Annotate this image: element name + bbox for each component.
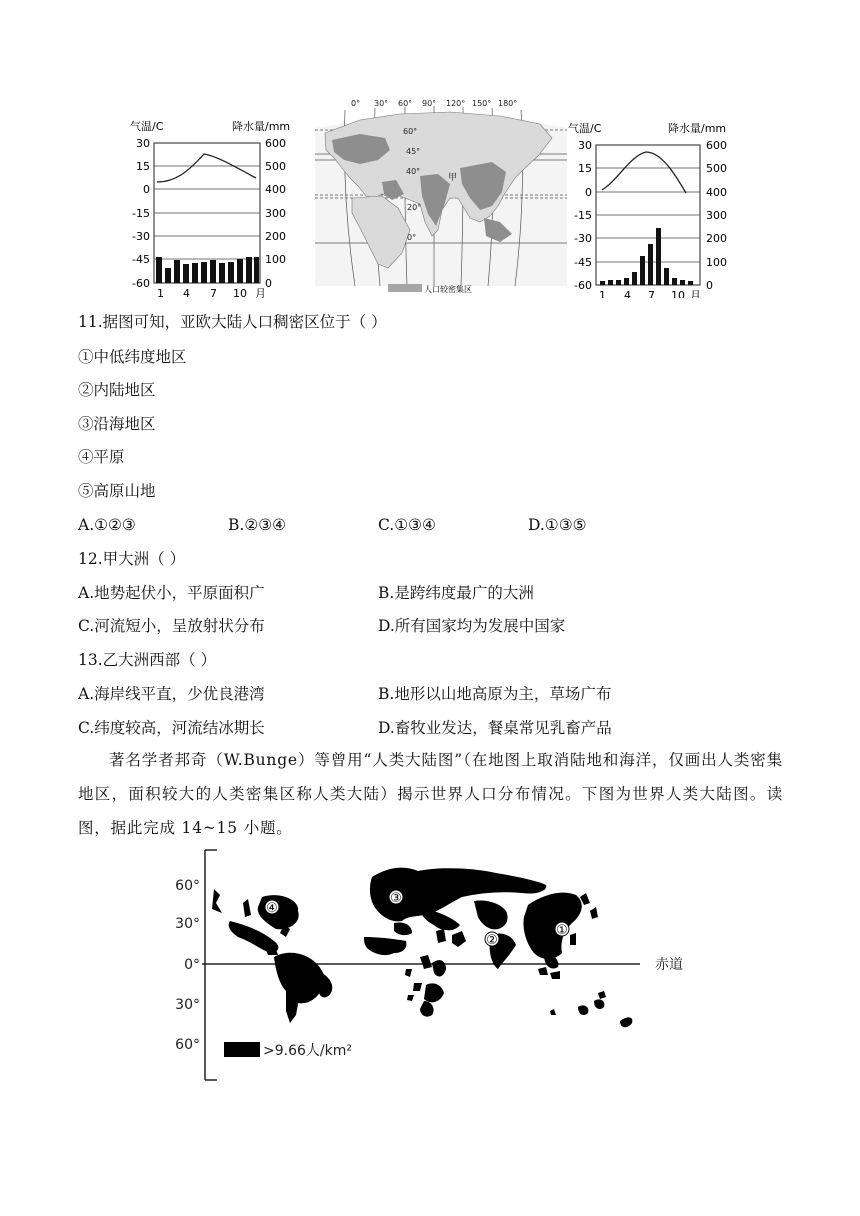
left-precip-tick: 300 (265, 207, 286, 220)
right-precip-tick: 500 (706, 162, 727, 175)
map-lon-tick: 120° (446, 99, 466, 108)
q13-option-a[interactable]: A.海岸线平直，少优良港湾 (78, 685, 265, 703)
right-precip-tick: 200 (706, 232, 727, 245)
right-precip-tick: 300 (706, 209, 727, 222)
marker-1: ① (556, 923, 568, 938)
right-temp-tick: 0 (585, 186, 592, 199)
left-precip-tick: 100 (265, 253, 286, 266)
right-temp-tick: 30 (578, 139, 592, 152)
lat-tick: 60° (175, 878, 200, 894)
q13-option-b[interactable]: B.地形以山地高原为主，草场广布 (378, 685, 612, 703)
right-month-tick: 1 (599, 289, 606, 298)
map-lon-tick: 90° (422, 99, 437, 108)
map-lon-tick: 150° (472, 99, 492, 108)
left-temp-tick: 15 (136, 160, 150, 173)
left-temp-tick: -60 (132, 277, 150, 290)
map-legend-label: 人口较密集区 (424, 285, 472, 294)
right-month-tick: 10 (671, 289, 685, 298)
lat-tick: 60° (175, 1037, 200, 1053)
right-climate-chart (568, 121, 727, 298)
map-lon-tick: 30° (374, 99, 389, 108)
right-temp-tick: -15 (574, 209, 592, 222)
left-precip-tick: 200 (265, 230, 286, 243)
left-temp-tick: 0 (143, 183, 150, 196)
left-month-tick: 10 (233, 287, 247, 298)
q11-option-a[interactable]: A.①②③ (78, 516, 136, 534)
q11-option-b[interactable]: B.②③④ (228, 516, 287, 534)
q11-item: ②内陆地区 (78, 381, 156, 399)
left-precip-tick: 400 (265, 183, 286, 196)
eurasia-population-map (315, 99, 567, 294)
right-temp-tick: 15 (578, 162, 592, 175)
map-lat-label: 60° (403, 127, 418, 136)
left-precip-axis-label: 降水量/mm (232, 120, 291, 133)
left-precip-tick: 600 (265, 137, 286, 150)
right-month-tick: 7 (648, 289, 655, 298)
q11-option-d[interactable]: D.①③⑤ (528, 516, 587, 534)
q13-option-d[interactable]: D.畜牧业发达，餐桌常见乳畜产品 (378, 719, 612, 737)
q11-item: ③沿海地区 (78, 415, 156, 433)
q13-option-c[interactable]: C.纬度较高，河流结冰期长 (78, 719, 265, 737)
map-lat-label: 20° (407, 203, 422, 212)
left-precip-tick: 0 (265, 277, 272, 290)
left-month-tick: 1 (157, 287, 164, 298)
q11-option-c[interactable]: C.①③④ (378, 516, 436, 534)
equator-label: 赤道 (655, 957, 683, 973)
marker-3: ③ (390, 891, 402, 906)
map-lon-tick: 0° (351, 99, 361, 108)
left-temp-tick: -15 (132, 207, 150, 220)
q11-item: ⑤高原山地 (78, 482, 156, 500)
left-temp-axis-label: 气温/C (130, 120, 164, 133)
lat-tick: 30° (175, 997, 200, 1013)
q12-option-d[interactable]: D.所有国家均为发展中国家 (378, 617, 566, 635)
right-precip-tick: 100 (706, 256, 727, 269)
right-precip-tick: 400 (706, 186, 727, 199)
right-temp-tick: -60 (574, 279, 592, 292)
right-precip-tick: 600 (706, 139, 727, 152)
map-lat-label: 0° (407, 233, 417, 242)
q11-item: ①中低纬度地区 (78, 348, 187, 366)
marker-2: ② (486, 933, 498, 948)
right-month-tick: 4 (624, 289, 631, 298)
right-month-tick: 月 (690, 289, 701, 298)
q12-stem: 12.甲大洲（ ） (78, 550, 186, 568)
left-temp-tick: 30 (136, 137, 150, 150)
right-temp-tick: -30 (574, 232, 592, 245)
q12-option-a[interactable]: A.地势起伏小，平原面积广 (78, 584, 265, 602)
left-climate-chart (130, 119, 290, 298)
left-month-tick: 月 (255, 287, 266, 298)
climate-map-figure (120, 98, 740, 298)
q12-option-c[interactable]: C.河流短小，呈放射状分布 (78, 617, 265, 635)
map-lon-tick: 60° (398, 99, 413, 108)
lat-tick: 0° (184, 957, 200, 973)
q11-item: ④平原 (78, 448, 125, 466)
legend-label: >9.66人/km² (263, 1043, 352, 1059)
right-temp-axis-label: 气温/C (568, 122, 602, 135)
right-temp-tick: -45 (574, 256, 592, 269)
q13-stem: 13.乙大洲西部（ ） (78, 651, 217, 669)
left-temp-tick: -30 (132, 230, 150, 243)
map-legend-swatch (388, 284, 422, 292)
human-continents-map (150, 845, 710, 1085)
map-lat-label: 40° (406, 167, 421, 176)
map-lon-tick: 180° (498, 99, 518, 108)
lat-tick: 30° (175, 916, 200, 932)
q11-stem: 11.据图可知，亚欧大陆人口稠密区位于（ ） (78, 313, 387, 331)
right-precip-axis-label: 降水量/mm (668, 122, 727, 135)
passage-14-15: 著名学者邦奇（W.Bunge）等曾用“人类大陆图”（在地图上取消陆地和海洋，仅画出人类密集地区，面积较大的人类密集区称人类大陆）揭示世界人口分布情况。下图为世界人类大陆图。读图，据此完成 14~15 小题。 (78, 751, 783, 837)
right-precip-tick: 0 (706, 279, 713, 292)
left-precip-tick: 500 (265, 160, 286, 173)
legend-swatch (224, 1042, 260, 1057)
q12-option-b[interactable]: B.是跨纬度最广的大洲 (378, 584, 534, 602)
marker-4: ④ (266, 901, 278, 916)
map-lat-label: 45° (406, 147, 421, 156)
left-month-tick: 4 (183, 287, 190, 298)
left-month-tick: 7 (210, 287, 217, 298)
left-temp-tick: -45 (132, 253, 150, 266)
map-region-label: 甲 (448, 173, 458, 183)
